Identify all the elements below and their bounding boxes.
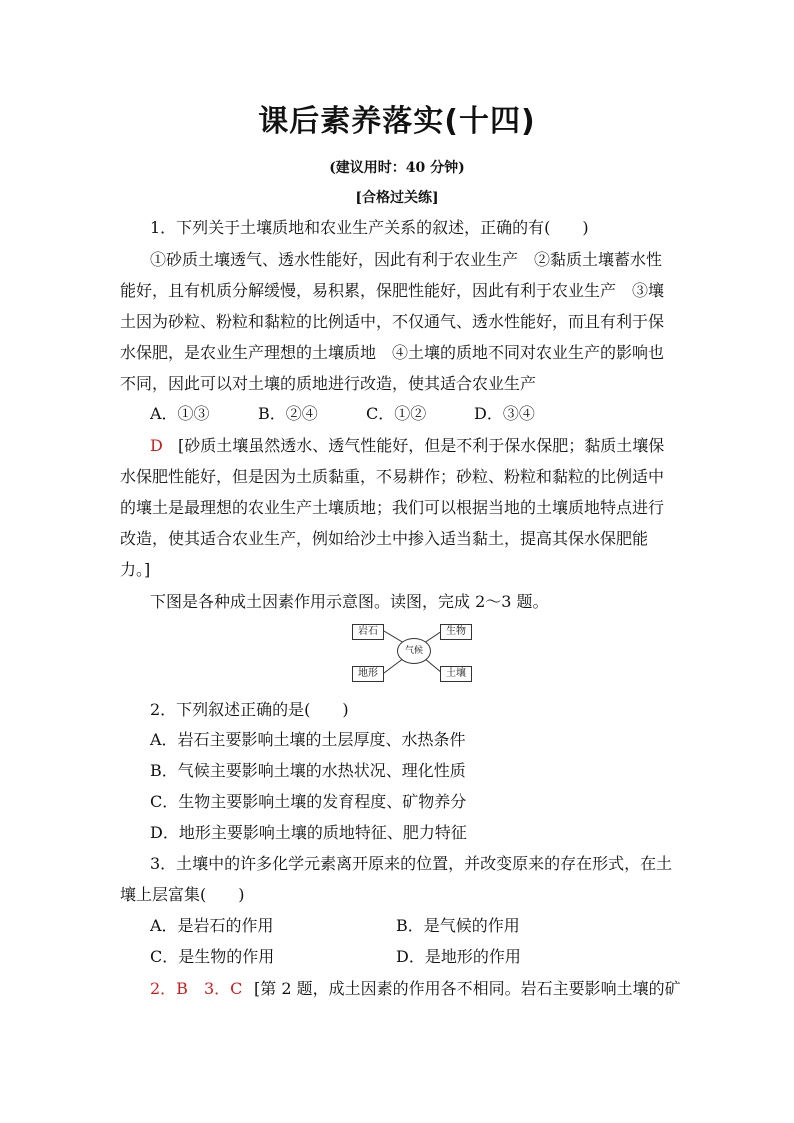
q1-stem: 1．下列关于土壤质地和农业生产关系的叙述，正确的有( ) [150,218,589,237]
q1-line-4: 水保肥，是农业生产理想的土壤质地 ④土壤的质地不同对农业生产的影响也 [120,343,665,362]
q3-option-d: D．是地形的作用 [396,947,521,966]
q3-stem-2: 壤上层富集( ) [120,885,245,904]
intro-text: 下图是各种成土因素作用示意图。读图，完成 2～3 题。 [150,592,549,611]
circle-climate: 气候 [397,638,431,664]
q3-option-a: A．是岩石的作用 [150,916,274,935]
q1-explanation-2: 水保肥性能好，但是因为土质黏重，不易耕作；砂粒、粉粒和黏粒的比例适中 [120,467,665,486]
box-rock: 岩石 [352,624,384,640]
q2-stem: 2．下列叙述正确的是( ) [150,700,349,719]
q1-line-2: 能好，且有机质分解缓慢，易积累，保肥性能好，因此有利于农业生产 ③壤 [120,281,665,300]
answer-2-3: 2．B 3．C [150,979,243,998]
q2-option-a: A．岩石主要影响土壤的土层厚度、水热条件 [150,730,466,749]
q1-option-b: B．②④ [258,404,318,423]
section-heading: [合格过关练] [355,190,439,206]
q2-option-b: B．气候主要影响土壤的水热状况、理化性质 [150,761,466,780]
time-note: (建议用时：40 分钟) [329,160,465,176]
q1-option-c: C．①② [366,404,427,423]
q1-explanation-3: 的壤土是最理想的农业生产土壤质地；我们可以根据当地的土壤质地特点进行 [120,498,665,517]
q1-explanation-1: [砂质土壤虽然透水、透气性能好，但是不利于保水保肥；黏质土壤保 [178,436,665,455]
q1-explanation-4: 改造，使其适合农业生产，例如给沙土中掺入适当黏土，提高其保水保肥能 [120,529,649,548]
q3-option-b: B．是气候的作用 [396,916,520,935]
q2-option-c: C．生物主要影响土壤的发育程度、矿物养分 [150,792,467,811]
page-title: 课后素养落实(十四) [258,104,536,139]
box-soil: 土壤 [440,666,472,682]
q1-line-3: 土因为砂粒、粉粒和黏粒的比例适中，不仅通气、透水性能好，而且有利于保 [120,312,665,331]
box-organism: 生物 [440,624,472,640]
q1-explanation-5: 力。] [120,560,151,579]
q1-line-1: ①砂质土壤透气、透水性能好，因此有利于农业生产 ②黏质土壤蓄水性 [150,250,663,269]
q1-answer: D [150,436,163,455]
q1-option-d: D．③④ [474,404,535,423]
q1-option-a: A．①③ [150,404,210,423]
q3-option-c: C．是生物的作用 [150,947,275,966]
q3-stem-1: 3．土壤中的许多化学元素离开原来的位置，并改变原来的存在形式，在土 [150,854,673,873]
q2-option-d: D．地形主要影响土壤的质地特征、肥力特征 [150,823,467,842]
box-terrain: 地形 [352,666,384,682]
q1-line-5: 不同，因此可以对土壤的质地进行改造，使其适合农业生产 [120,374,537,393]
soil-factor-diagram [352,616,474,688]
answer-2-3-explanation: [第 2 题，成土因素的作用各不相同。岩石主要影响土壤的矿 [254,979,681,998]
